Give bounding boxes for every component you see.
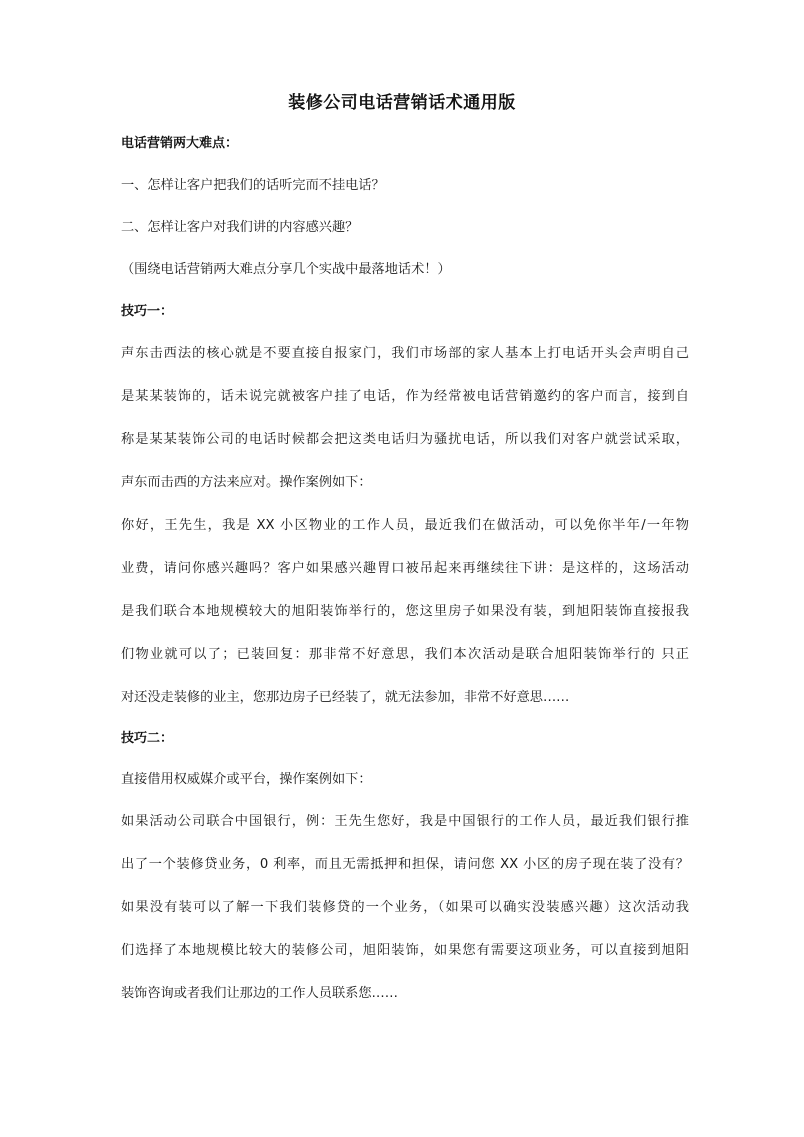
paragraph-line: 业费，请问你感兴趣吗？客户如果感兴趣胃口被吊起来再继续往下讲：是这样的，这场活动 <box>121 561 689 576</box>
difficulty-item: 一、怎样让客户把我们的话听完而不挂电话？ <box>121 178 385 193</box>
paragraph-line: 声东而击西的方法来应对。操作案例如下： <box>121 475 372 490</box>
paragraph-line: 对还没走装修的业主，您那边房子已经装了，就无法参加，非常不好意思…… <box>121 690 570 705</box>
paragraph-line: 如果没有装可以了解一下我们装修贷的一个业务，（如果可以确实没装感兴趣）这次活动我 <box>121 900 689 915</box>
paragraph-line: 是某某装饰的，话未说完就被客户挂了电话，作为经常被电话营销邀约的客户而言，接到自 <box>121 389 689 404</box>
paragraph-line: 声东击西法的核心就是不要直接自报家门，我们市场部的家人基本上打电话开头会声明自己 <box>121 346 689 361</box>
document-body <box>121 134 689 1004</box>
difficulty-item: 二、怎样让客户对我们讲的内容感兴趣？ <box>121 220 359 235</box>
section-heading-tip1: 技巧一： <box>121 304 174 319</box>
section-heading-difficulties: 电话营销两大难点： <box>121 136 239 151</box>
section-heading-tip2: 技巧二： <box>121 731 174 746</box>
paragraph-line: 们选择了本地规模比较大的装修公司，旭阳装饰，如果您有需要这项业务，可以直接到旭阳 <box>121 943 689 958</box>
paragraph-line: 出了一个装修贷业务，0 利率，而且无需抵押和担保，请问您 XX 小区的房子现在装了没有？ <box>121 857 689 872</box>
paragraph-line: 装饰咨询或者我们让那边的工作人员联系您…… <box>121 986 398 1001</box>
paragraph-line: 你好，王先生，我是 XX 小区物业的工作人员，最近我们在做活动，可以免你半年/一年物 <box>121 518 689 533</box>
difficulty-note: （围绕电话营销两大难点分享几个实战中最落地话术！） <box>121 262 451 277</box>
paragraph-line: 是我们联合本地规模较大的旭阳装饰举行的，您这里房子如果没有装，到旭阳装饰直接报我 <box>121 604 689 619</box>
paragraph-line: 直接借用权威媒介或平台，操作案例如下： <box>121 772 372 787</box>
paragraph-line: 称是某某装饰公司的电话时候都会把这类电话归为骚扰电话，所以我们对客户就尝试采取， <box>121 432 689 447</box>
document-title: 装修公司电话营销话术通用版 <box>288 93 516 113</box>
paragraph-line: 如果活动公司联合中国银行，例：王先生您好，我是中国银行的工作人员，最近我们银行推 <box>121 814 689 829</box>
paragraph-line: 们物业就可以了；已装回复：那非常不好意思，我们本次活动是联合旭阳装饰举行的 只正 <box>121 647 689 662</box>
